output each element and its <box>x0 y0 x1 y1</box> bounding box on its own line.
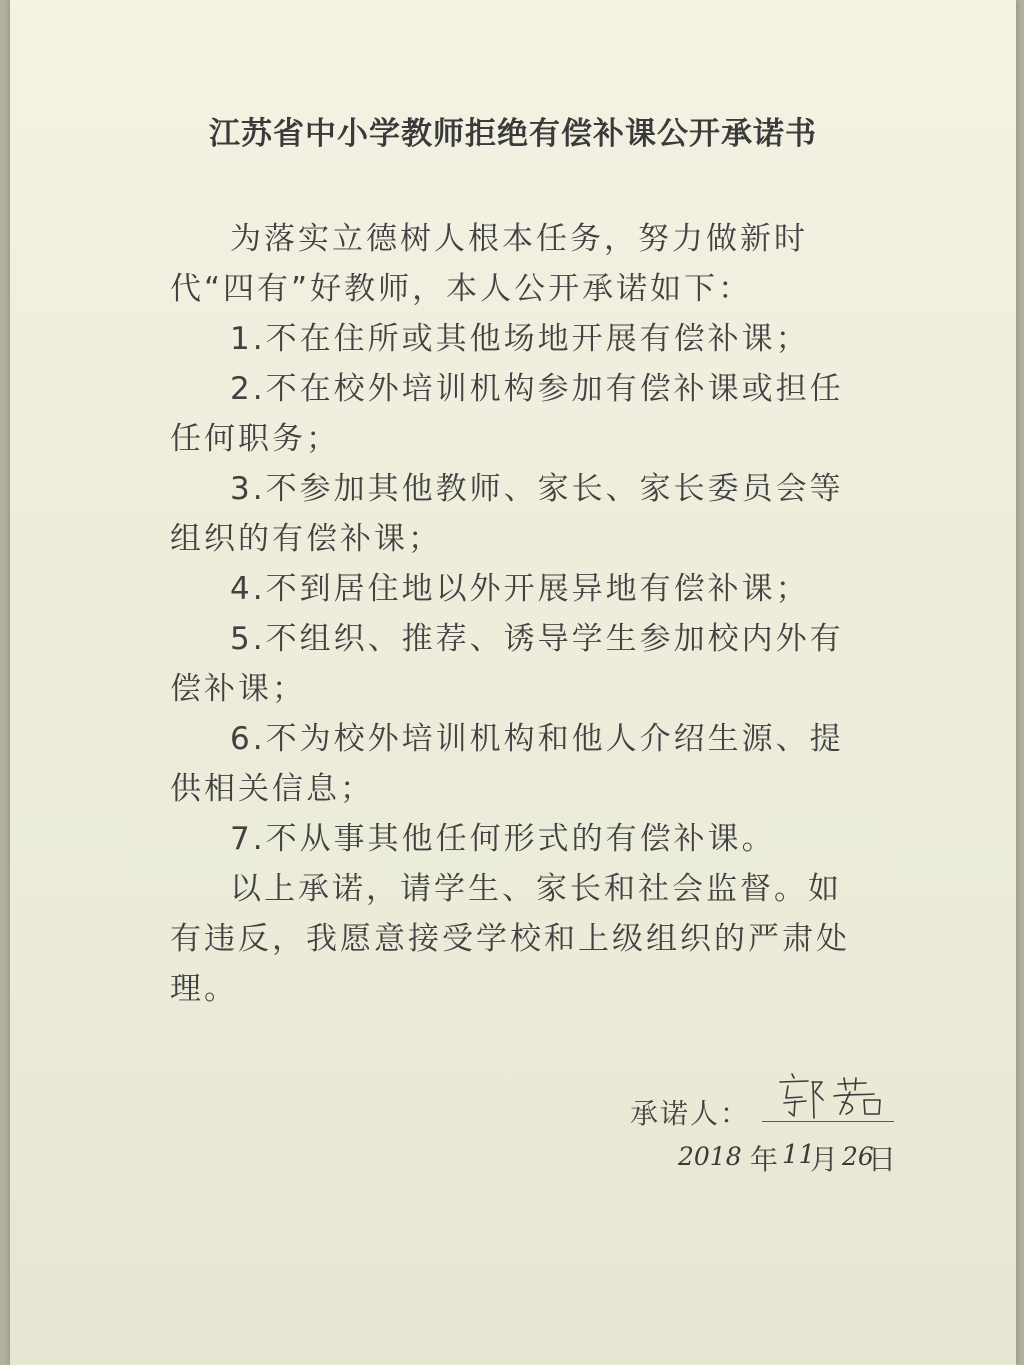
closing-line: 以上承诺，请学生、家长和社会监督。如 <box>230 871 842 907</box>
date-month-unit: 月 <box>810 1143 839 1176</box>
pledge-item: 1.不在住所或其他场地开展有偿补课； <box>230 321 810 357</box>
pledge-item: 2.不在校外培训机构参加有偿补课或担任 <box>230 371 844 407</box>
pledge-item: 4.不到居住地以外开展异地有偿补课； <box>230 571 810 607</box>
paper-sheet <box>10 0 1016 1365</box>
signer-label: 承诺人： <box>630 1097 751 1130</box>
closing-line: 有违反，我愿意接受学校和上级组织的严肃处 <box>170 921 850 957</box>
document-title: 江苏省中小学教师拒绝有偿补课公开承诺书 <box>209 116 817 152</box>
closing-line: 理。 <box>170 971 238 1007</box>
pledge-item: 5.不组织、推荐、诱导学生参加校内外有 <box>230 621 844 657</box>
body-line: 为落实立德树人根本任务，努力做新时 <box>230 221 808 257</box>
pledge-item-continued: 任何职务； <box>170 421 340 457</box>
pledge-item: 7.不从事其他任何形式的有偿补课。 <box>230 821 776 857</box>
pledge-item-continued: 偿补课； <box>170 671 306 707</box>
date-day-unit: 日 <box>868 1143 897 1176</box>
date-year-unit: 年 <box>750 1143 779 1176</box>
date-year: 2018 <box>678 1142 742 1171</box>
date-day: 26 <box>842 1142 874 1171</box>
date-month: 11 <box>782 1140 816 1170</box>
pledge-item-continued: 供相关信息； <box>170 771 374 807</box>
pledge-item: 3.不参加其他教师、家长、家长委员会等 <box>230 471 844 507</box>
pledge-item-continued: 组织的有偿补课； <box>170 521 442 557</box>
pledge-item: 6.不为校外培训机构和他人介绍生源、提 <box>230 721 844 757</box>
handwritten-signature <box>770 1070 890 1122</box>
body-line: 代“四有”好教师，本人公开承诺如下： <box>170 271 753 307</box>
